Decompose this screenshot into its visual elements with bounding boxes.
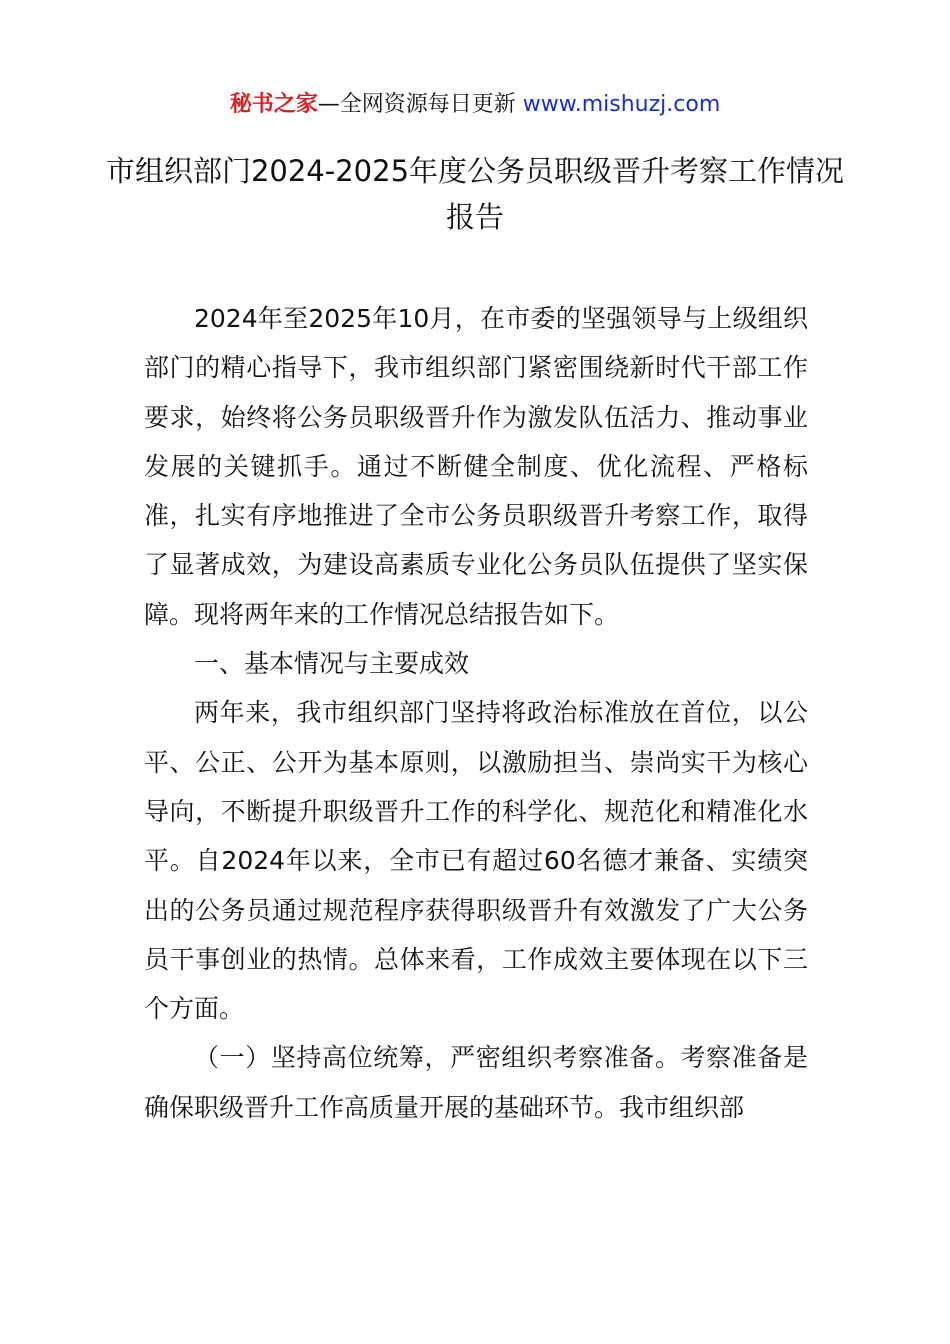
site-brand: 秘书之家 xyxy=(229,92,318,117)
paragraph-intro: 2024年至2025年10月，在市委的坚强领导与上级组织部门的精心指导下，我市组织部门紧密围绕新时代干部工作要求，始终将公务员职级晋升作为激发队伍活力、推动事业发展的关键抓手。通过不断健全制度、优化流程、严格标准，扎实有序地推进了全市公务员职级晋升考察工作，取得了显著成效，为建设高素质专业化公务员队伍提供了坚实保障。现将两年来的工作情况总结报告如下。 xyxy=(144,304,808,629)
document-title: 市组织部门2024-2025年度公务员职级晋升考察工作情况报告 xyxy=(105,154,845,234)
paragraph-overview: 两年来，我市组织部门坚持将政治标准放在首位，以公平、公正、公开为基本原则，以激励担当、崇尚实干为核心导向，不断提升职级晋升工作的科学化、规范化和精准化水平。自2024年以来，全市已有超过60名德才兼备、实绩突出的公务员通过规范程序获得职级晋升有效激发了广大公务员干事创业的热情。总体来看，工作成效主要体现在以下三个方面。 xyxy=(144,698,808,1024)
site-tagline: —全网资源每日更新 xyxy=(317,92,523,117)
section-heading-1: 一、基本情况与主要成效 xyxy=(194,649,470,679)
site-url-link[interactable]: www.mishuzj.com xyxy=(522,92,721,117)
document-body xyxy=(144,294,808,1132)
paragraph-subsection-1: （一）坚持高位统筹，严密组织考察准备。考察准备是确保职级晋升工作高质量开展的基础环节。我市组织部 xyxy=(144,1043,808,1122)
site-header xyxy=(0,90,950,120)
